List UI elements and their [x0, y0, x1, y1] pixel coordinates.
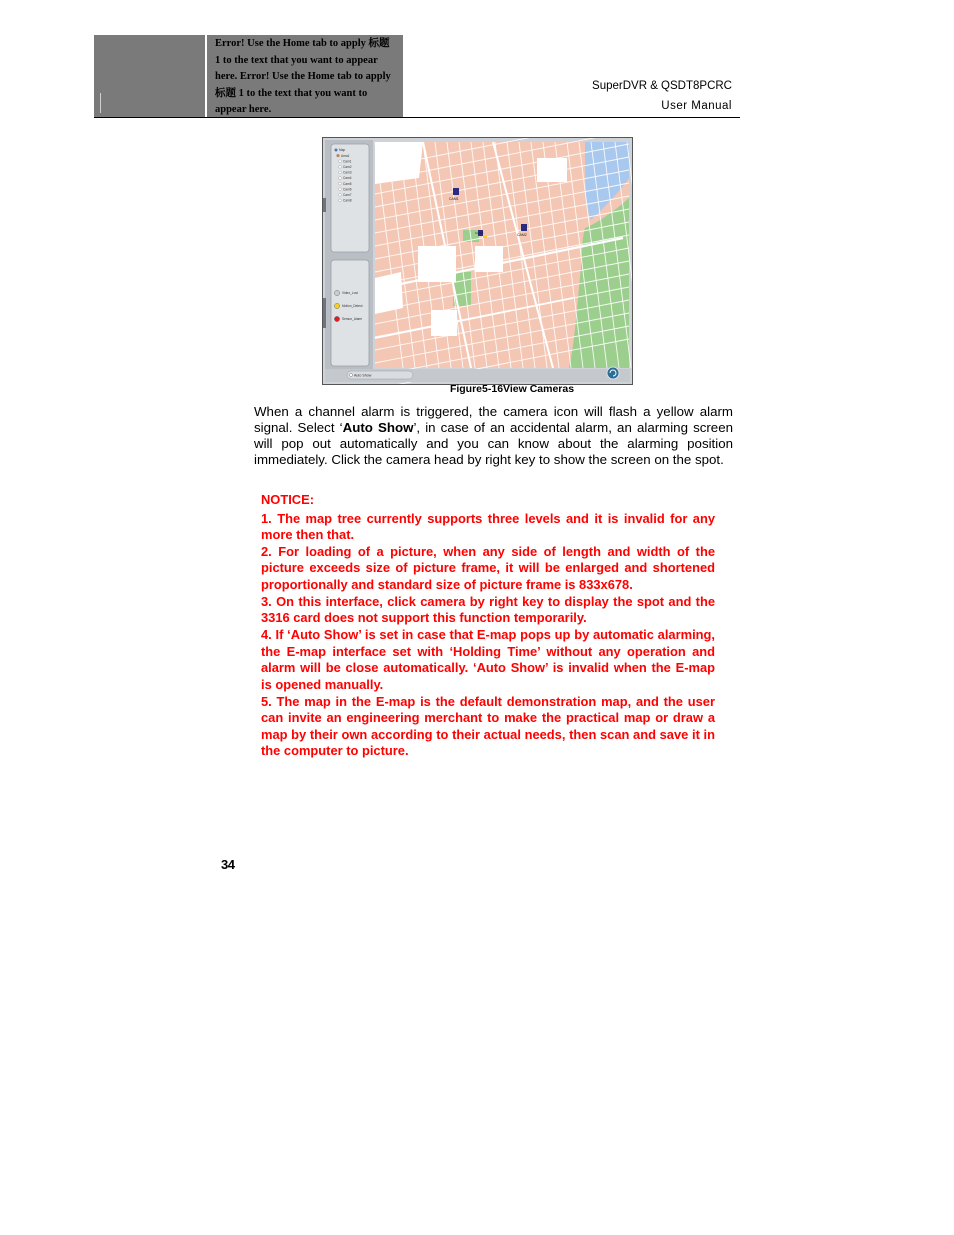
status-dot-icon	[334, 290, 339, 295]
tree-item[interactable]: Cam4	[343, 176, 352, 181]
status-label: Motion_Detect	[342, 304, 363, 309]
tree-item[interactable]: Cam6	[343, 187, 352, 192]
paragraph-text-2: ’, in case of an accidental alarm, an alarming screen will pop out automatically and you can know about the alarming position immediately. Click the camera head by right key to show the screen on the spot.	[254, 420, 733, 467]
status-dot-icon	[334, 303, 339, 308]
notice-item-1: 1. The map tree currently supports three levels and it is invalid for any more then that.	[261, 510, 715, 542]
notice-item-5: 5. The map in the E-map is the default demonstration map, and the user can invite an engineering merchant to make the practical map or draw a map by their own according to their actual needs, then scan and save it in the computer to picture.	[261, 693, 715, 759]
tree-node-icon	[339, 165, 342, 168]
svg-text:CAM3: CAM3	[475, 231, 484, 235]
tree-item[interactable]: Cam1	[343, 159, 352, 164]
tree-node-icon	[339, 160, 342, 163]
status-panel	[331, 260, 369, 366]
tree-node-icon	[339, 182, 342, 185]
header-product-name: SuperDVR & QSDT8PCRC	[592, 80, 732, 92]
notice-item-3: 3. On this interface, click camera by right key to display the spot and the 3316 card does not support this function temporarily.	[261, 593, 715, 626]
tree-item[interactable]: Cam5	[343, 181, 352, 186]
tree-node-icon	[339, 188, 342, 191]
notice-item-2: 2. For loading of a picture, when any side of length and width of the picture exceeds size of picture frame, it will be enlarged and shortened proportionally and standard size of picture frame is 833x678.	[261, 543, 715, 592]
svg-text:CAM1: CAM1	[449, 197, 459, 201]
tree-node-icon	[339, 171, 342, 174]
paragraph-text-1: When a channel alarm is triggered, the camera icon will flash a yellow alarm signal. Select ‘	[254, 404, 733, 435]
tree-item[interactable]: Cam7	[343, 193, 352, 197]
status-label: Sensor_Alarm	[342, 317, 363, 322]
page-number: 34	[221, 857, 235, 872]
notice-title: NOTICE:	[261, 492, 314, 507]
tree-node-icon	[339, 199, 342, 202]
alarm-flash	[483, 236, 487, 238]
tree-node-icon	[339, 177, 342, 180]
header-logo-block	[94, 35, 205, 117]
tree-item[interactable]: Map	[339, 148, 346, 153]
status-dot-icon	[334, 316, 339, 321]
header-manual-label: User Manual	[661, 100, 732, 112]
emap-screenshot	[322, 137, 633, 385]
tree-item[interactable]: Cam3	[343, 170, 352, 175]
notice-item-4: 4. If ‘Auto Show’ is set in case that E-map pops up by automatic alarming, the E-map interface set with ‘Holding Time’ without any operation and alarm will be close automatically. ‘Auto Show’ is invalid when the E-map is opened manually.	[261, 627, 715, 692]
auto-show-bold: Auto Show	[342, 420, 414, 435]
header-rule	[94, 117, 740, 118]
status-label: Video_Lost	[342, 291, 358, 296]
svg-text:CAM2: CAM2	[517, 233, 527, 237]
header-tick-mark	[100, 93, 101, 113]
figure-caption: Figure5-16View Cameras	[449, 383, 575, 395]
tree-node-icon	[337, 154, 340, 157]
notice-block	[261, 492, 715, 760]
svg-text:Auto Show: Auto Show	[354, 373, 372, 378]
tree-item[interactable]: Area1	[341, 153, 350, 158]
tree-item[interactable]: Cam2	[343, 165, 352, 169]
body-paragraph	[254, 404, 733, 468]
header-error-text: Error! Use the Home tab to apply 标题 1 to the text that you want to appear here. Error! Use the Home tab to apply 标题 1 to the text that you want to appear here.	[215, 38, 391, 116]
tree-item[interactable]: Cam8	[343, 198, 352, 203]
refresh-icon[interactable]	[607, 367, 619, 379]
tree-node-icon	[339, 193, 342, 196]
tree-node-icon	[335, 149, 338, 152]
